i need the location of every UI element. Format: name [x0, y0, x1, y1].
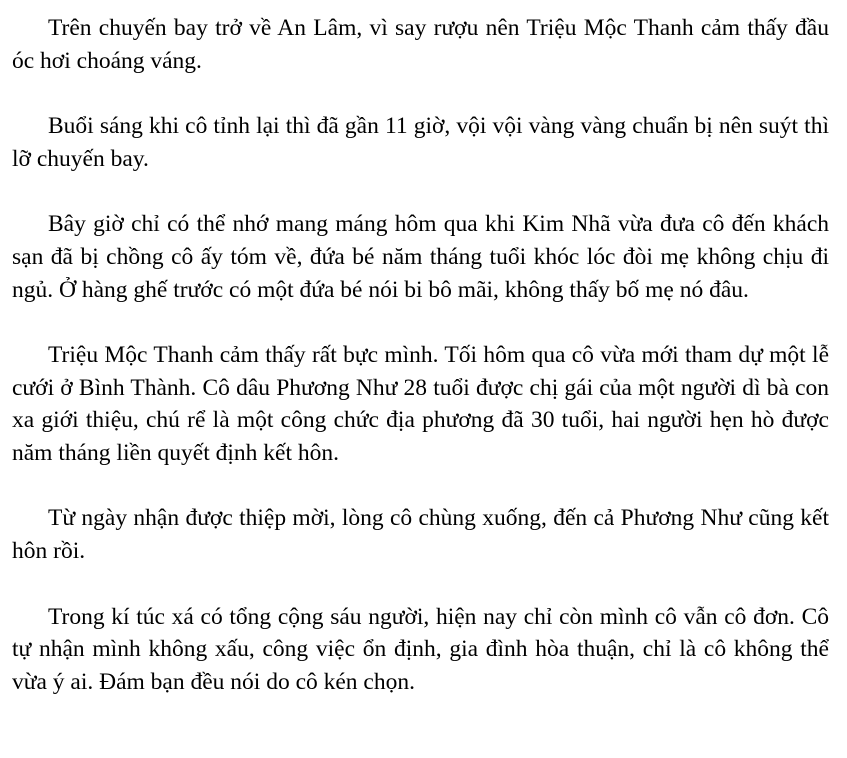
paragraph: Trên chuyến bay trở về An Lâm, vì say rượu nên Triệu Mộc Thanh cảm thấy đầu óc hơi choáng váng.	[12, 15, 829, 74]
paragraph: Từ ngày nhận được thiệp mời, lòng cô chùng xuống, đến cả Phương Như cũng kết hôn rồi.	[12, 505, 829, 565]
paragraph: Bây giờ chỉ có thể nhớ mang máng hôm qua khi Kim Nhã vừa đưa cô đến khách sạn đã bị chồng cô ấy tóm về, đứa bé năm tháng tuổi khóc lóc đòi mẹ không chịu đi ngủ. Ở hàng ghế trước có một đứa bé nói bi bô mãi, không thấy bố mẹ nó đâu.	[12, 211, 829, 303]
paragraph: Triệu Mộc Thanh cảm thấy rất bực mình. Tối hôm qua cô vừa mới tham dự một lễ cưới ở Bình Thành. Cô dâu Phương Như 28 tuổi được chị gái của một người dì bà con xa giới thiệu, chú rể là một công chức địa phương đã 30 tuổi, hai người hẹn hò được năm tháng liền quyết định kết hôn.	[12, 341, 829, 467]
paragraph: Trong kí túc xá có tổng cộng sáu người, hiện nay chỉ còn mình cô vẫn cô đơn. Cô tự nhận mình không xấu, công việc ổn định, gia đình hòa thuận, chỉ là cô không thể vừa ý ai. Đám bạn đều nói do cô kén chọn.	[12, 603, 829, 695]
paragraph: Buổi sáng khi cô tỉnh lại thì đã gần 11 giờ, vội vội vàng vàng chuẩn bị nên suýt thì lỡ chuyến bay.	[12, 113, 829, 172]
